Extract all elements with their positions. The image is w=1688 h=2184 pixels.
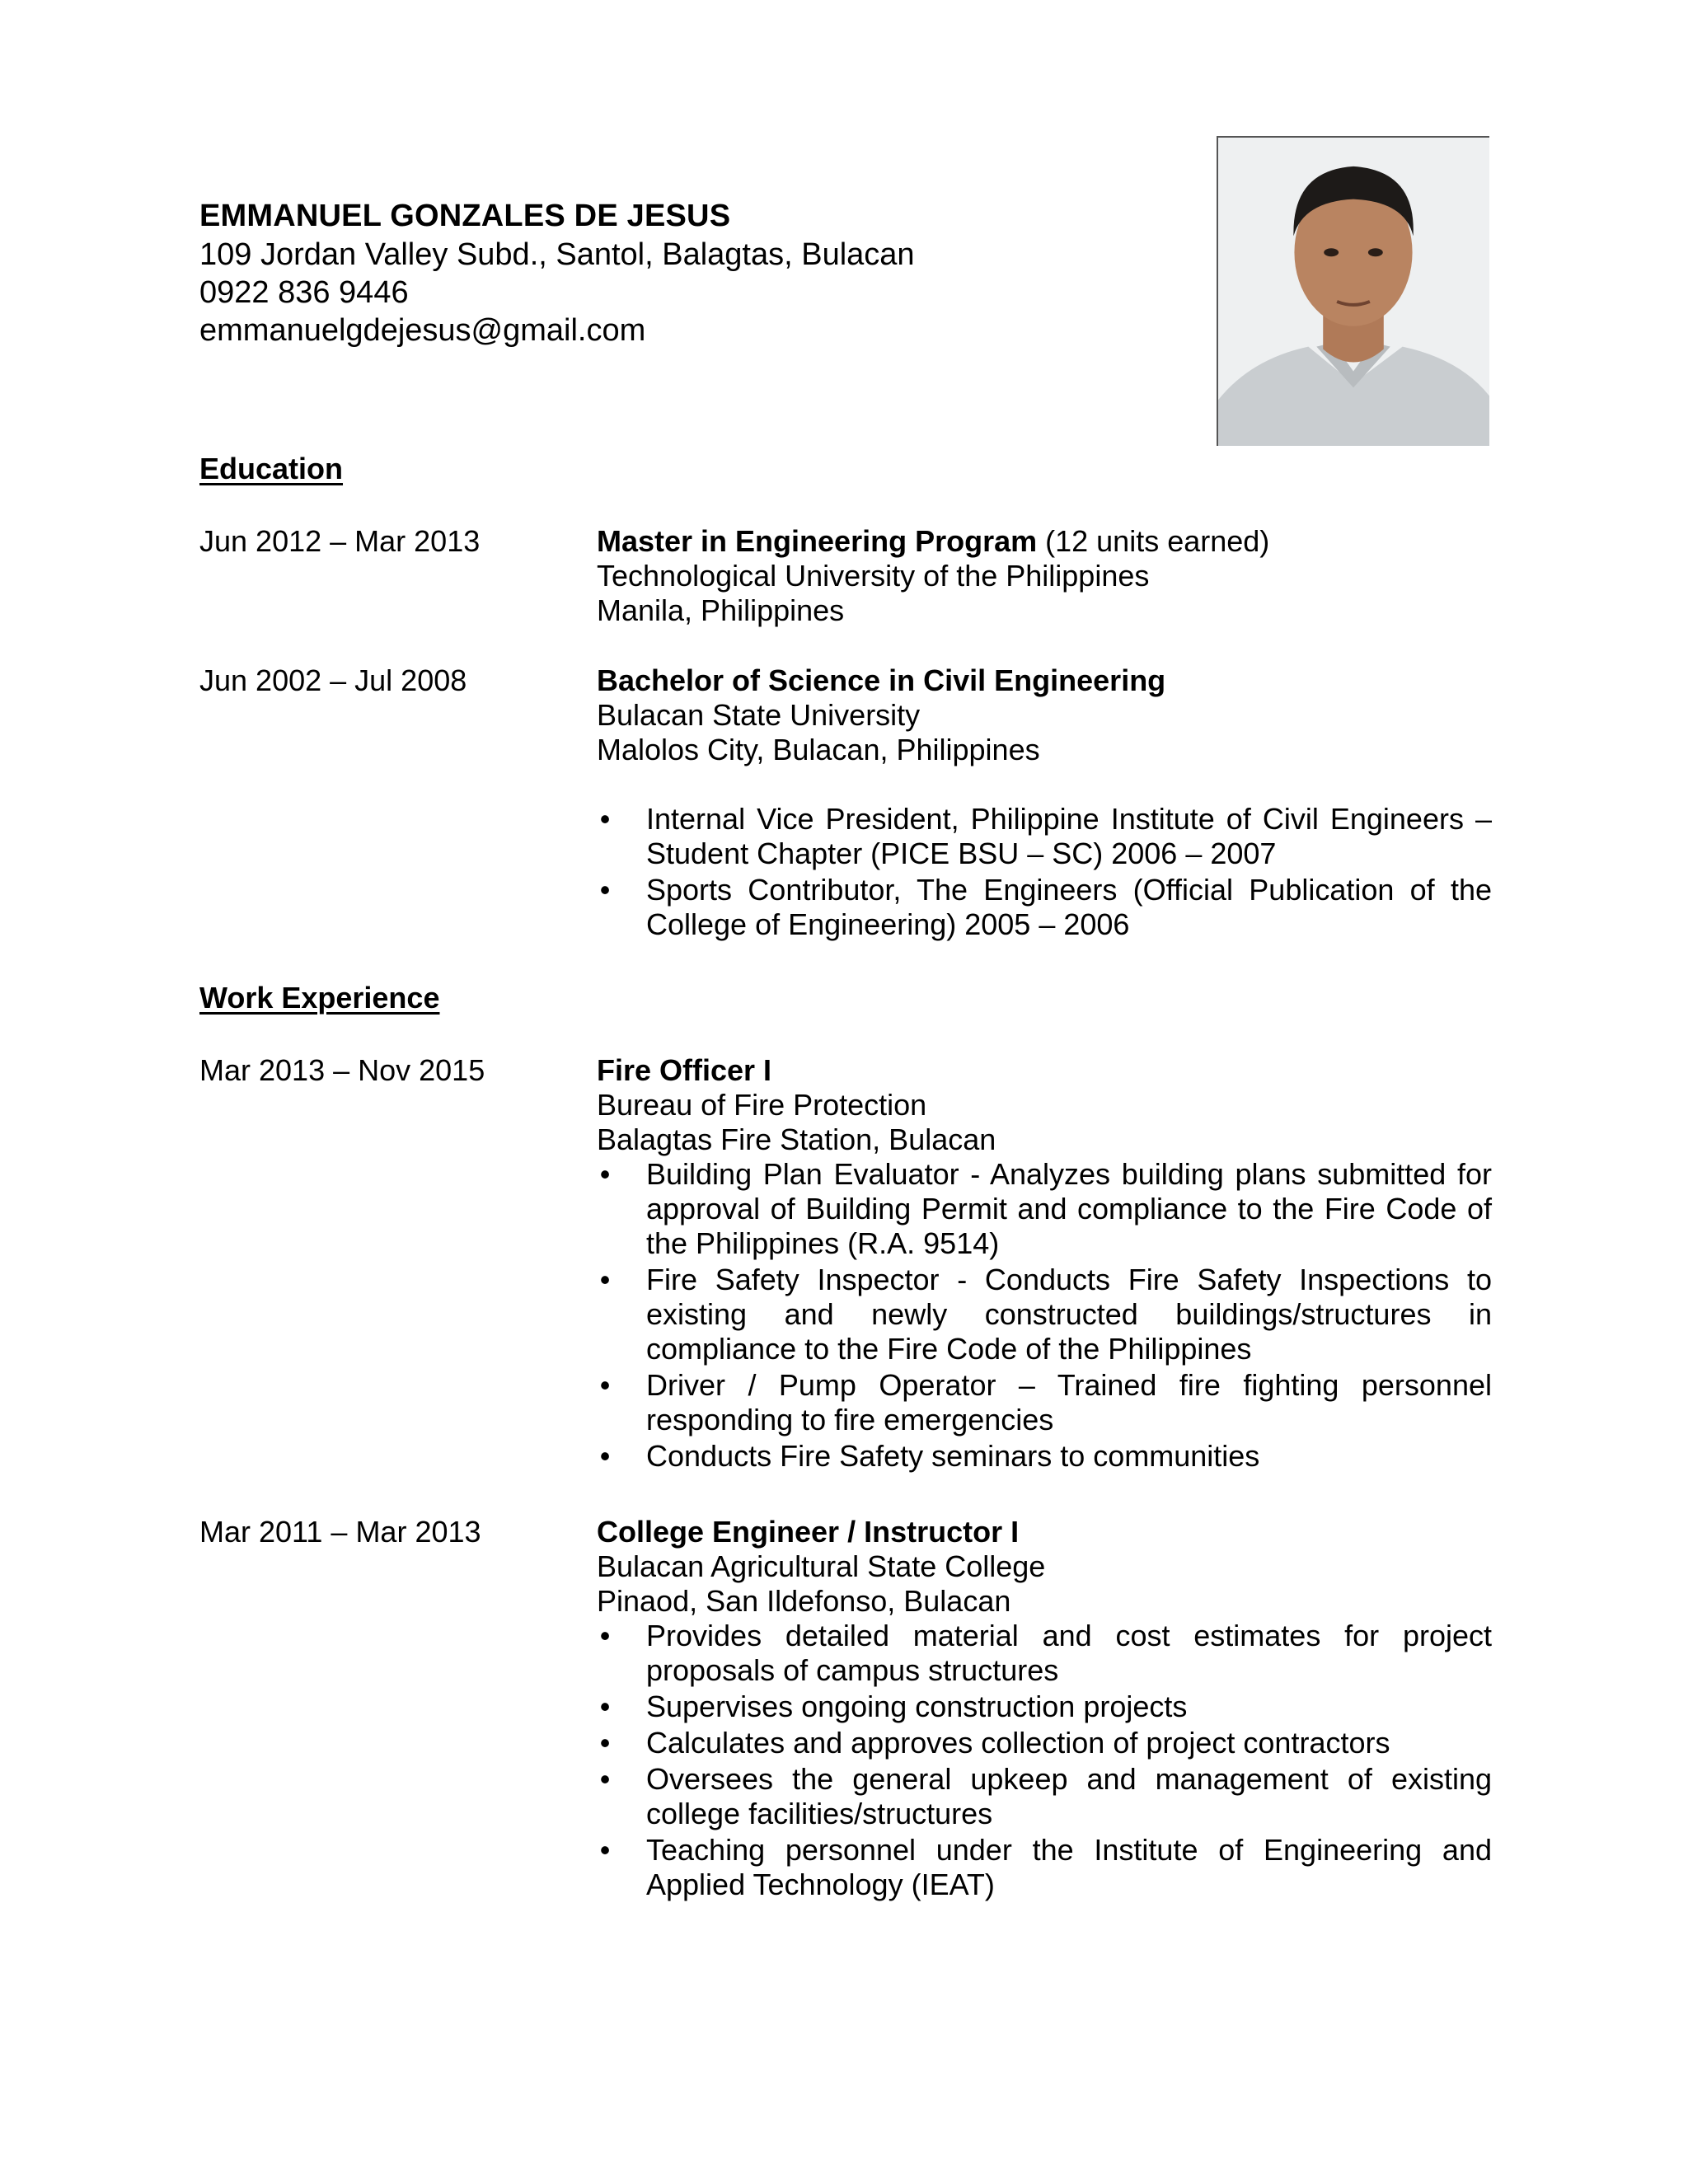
person-portrait-icon xyxy=(1218,138,1489,446)
list-item: • Driver / Pump Operator – Trained fire fighting personnel responding to fire emergencies xyxy=(599,1368,1492,1436)
company-location: Pinaod, San Ildefonso, Bulacan xyxy=(597,1584,1011,1618)
degree-note: (12 units earned) xyxy=(1037,524,1270,558)
work-date-1: Mar 2013 – Nov 2015 xyxy=(199,1053,485,1087)
list-item: • Building Plan Evaluator - Analyzes building plans submitted for approval of Building Permit and compliance to the Fire Code of the Philippines (R.A. 9514) xyxy=(599,1157,1492,1260)
education-date-1: Jun 2012 – Mar 2013 xyxy=(199,524,481,558)
degree-line xyxy=(597,524,1492,559)
list-item: • Provides detailed material and cost estimates for project proposals of campus structures xyxy=(599,1619,1492,1687)
responsibilities-list xyxy=(597,1619,1492,1902)
phone-number: 0922 836 9446 xyxy=(199,275,409,310)
school-name: Bulacan State University xyxy=(597,698,921,732)
company-name: Bulacan Agricultural State College xyxy=(597,1549,1046,1583)
education-date-2: Jun 2002 – Jul 2008 xyxy=(199,663,467,697)
education-entry-1 xyxy=(597,524,1492,628)
list-item: • Internal Vice President, Philippine Institute of Civil Engineers – Student Chapter (PICE BSU – SC) 2006 – 2007 xyxy=(599,802,1492,870)
degree-title: Bachelor of Science in Civil Engineering xyxy=(597,663,1166,697)
activities-list xyxy=(597,802,1492,942)
list-item: • Fire Safety Inspector - Conducts Fire Safety Inspections to existing and newly constructed buildings/structures in compliance to the Fire Code of the Philippines xyxy=(599,1263,1492,1366)
company-name: Bureau of Fire Protection xyxy=(597,1088,927,1122)
list-item: • Calculates and approves collection of project contractors xyxy=(599,1726,1390,1760)
list-item: • Supervises ongoing construction projects xyxy=(599,1690,1188,1723)
applicant-name: EMMANUEL GONZALES DE JESUS xyxy=(199,199,731,233)
education-heading: Education xyxy=(199,452,344,485)
list-item: • Conducts Fire Safety seminars to communities xyxy=(599,1439,1260,1473)
work-entry-1 xyxy=(597,1053,1492,1475)
position-title: Fire Officer I xyxy=(597,1053,772,1087)
education-entry-2 xyxy=(597,663,1492,944)
school-location: Manila, Philippines xyxy=(597,593,845,627)
work-experience-heading: Work Experience xyxy=(199,981,440,1015)
contact-header xyxy=(199,196,1106,349)
school-location: Malolos City, Bulacan, Philippines xyxy=(597,733,1040,766)
profile-photo xyxy=(1217,136,1489,446)
company-location: Balagtas Fire Station, Bulacan xyxy=(597,1122,996,1156)
responsibilities-list xyxy=(597,1157,1492,1474)
email-address: emmanuelgdejesus@gmail.com xyxy=(199,313,646,348)
work-date-2: Mar 2011 – Mar 2013 xyxy=(199,1515,481,1549)
school-name: Technological University of the Philippines xyxy=(597,559,1150,593)
list-item: • Teaching personnel under the Institute of Engineering and Applied Technology (IEAT) xyxy=(599,1833,1492,1901)
position-title: College Engineer / Instructor I xyxy=(597,1515,1020,1549)
address: 109 Jordan Valley Subd., Santol, Balagtas, Bulacan xyxy=(199,237,915,272)
work-entry-2 xyxy=(597,1515,1492,1904)
degree-title: Master in Engineering Program xyxy=(597,524,1038,558)
list-item: • Sports Contributor, The Engineers (Official Publication of the College of Engineering) 2005 – 2006 xyxy=(599,873,1492,941)
list-item: • Oversees the general upkeep and management of existing college facilities/structures xyxy=(599,1762,1492,1830)
